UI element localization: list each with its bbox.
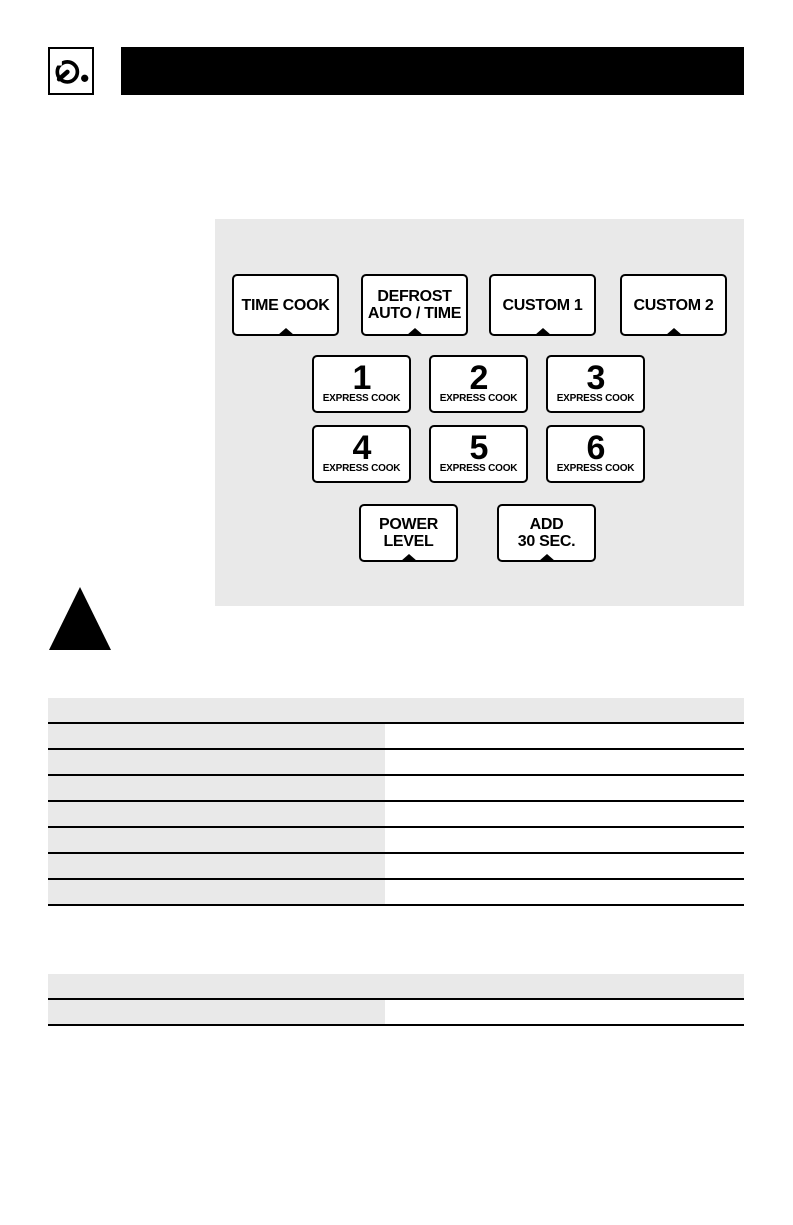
key-sublabel: EXPRESS COOK	[322, 393, 401, 404]
table-header	[48, 698, 744, 724]
defrost-label: DEFROST AUTO / TIME	[367, 288, 462, 322]
power-level-button[interactable]	[359, 504, 458, 562]
table-row	[48, 1000, 744, 1026]
dial-icon	[48, 47, 94, 95]
key-digit: 3	[586, 359, 605, 397]
key-digit: 4	[352, 429, 371, 467]
settings-table-1	[48, 698, 744, 906]
add-30-sec-label: ADD 30 SEC.	[517, 516, 576, 550]
express-cook-6-button[interactable]	[546, 425, 645, 483]
express-cook-3-button[interactable]	[546, 355, 645, 413]
custom-1-label: CUSTOM 1	[502, 296, 583, 314]
arrow-icon	[401, 554, 417, 561]
table-row	[48, 724, 744, 750]
arrow-icon	[278, 328, 294, 335]
settings-table-2	[48, 974, 744, 1026]
power-level-label: POWER LEVEL	[379, 516, 438, 550]
express-cook-4-button[interactable]	[312, 425, 411, 483]
key-digit: 6	[586, 429, 605, 467]
table-row	[48, 776, 744, 802]
key-sublabel: EXPRESS COOK	[322, 463, 401, 474]
key-digit: 2	[469, 359, 488, 397]
table-row	[48, 854, 744, 880]
time-cook-label: TIME COOK	[241, 296, 330, 314]
arrow-icon	[407, 328, 423, 335]
defrost-auto-time-button[interactable]	[361, 274, 468, 336]
key-sublabel: EXPRESS COOK	[439, 393, 518, 404]
header-bar	[121, 47, 744, 95]
table-row	[48, 880, 744, 906]
express-cook-5-button[interactable]	[429, 425, 528, 483]
control-panel	[215, 219, 744, 606]
table-row	[48, 828, 744, 854]
express-cook-2-button[interactable]	[429, 355, 528, 413]
key-sublabel: EXPRESS COOK	[439, 463, 518, 474]
key-sublabel: EXPRESS COOK	[556, 463, 635, 474]
add-30-sec-button[interactable]	[497, 504, 596, 562]
key-sublabel: EXPRESS COOK	[556, 393, 635, 404]
table-row	[48, 802, 744, 828]
arrow-icon	[666, 328, 682, 335]
key-digit: 5	[469, 429, 488, 467]
time-cook-button[interactable]	[232, 274, 339, 336]
table-row	[48, 750, 744, 776]
arrow-icon	[535, 328, 551, 335]
table-header	[48, 974, 744, 1000]
express-cook-1-button[interactable]	[312, 355, 411, 413]
custom-1-button[interactable]	[489, 274, 596, 336]
arrow-icon	[539, 554, 555, 561]
key-digit: 1	[352, 359, 371, 397]
warning-triangle-icon	[48, 585, 112, 651]
custom-2-label: CUSTOM 2	[633, 296, 714, 314]
custom-2-button[interactable]	[620, 274, 727, 336]
